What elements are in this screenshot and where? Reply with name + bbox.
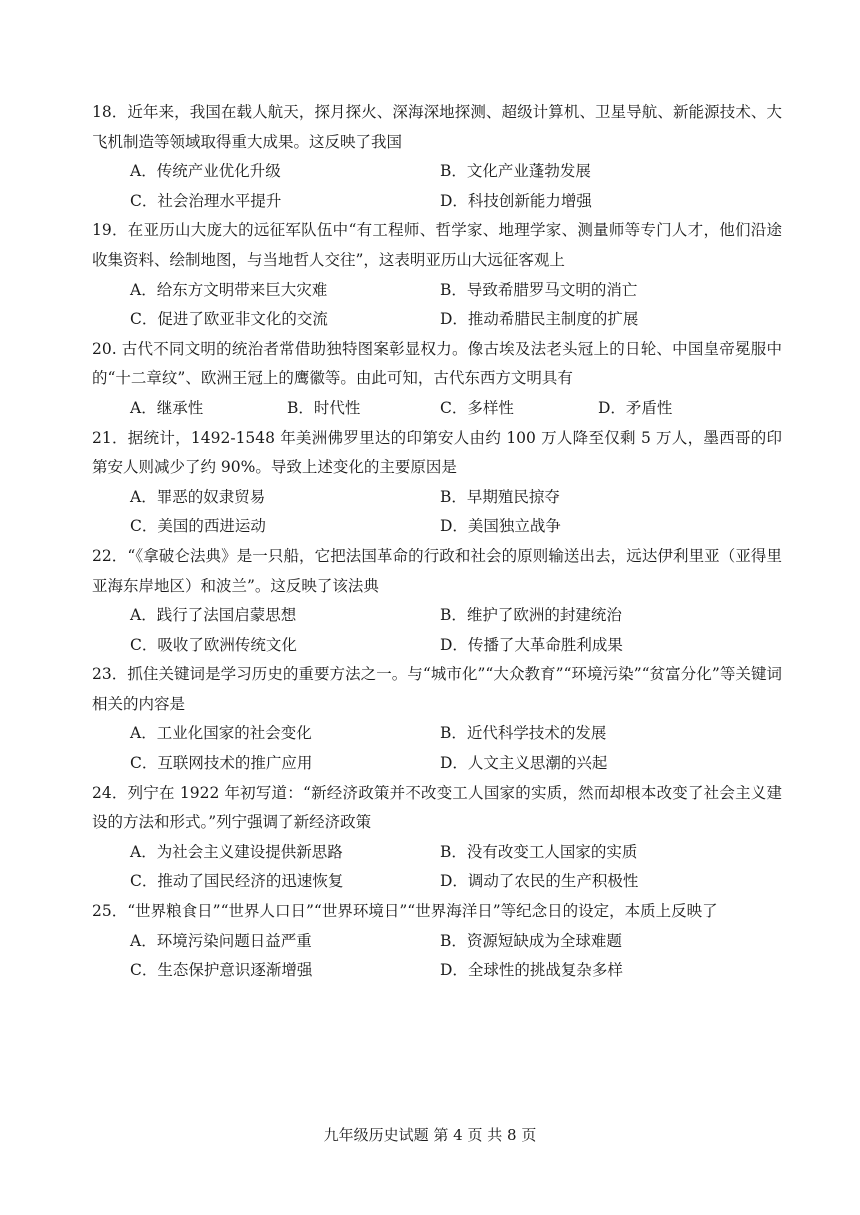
- answer-option: B．资源短缺成为全球难题: [440, 931, 622, 950]
- option-group: [92, 601, 782, 660]
- answer-option: A．为社会主义建设提供新思路: [130, 842, 343, 861]
- answer-option: C．美国的西进运动: [130, 517, 266, 536]
- question-block: [92, 216, 782, 334]
- answer-option: D．人文主义思潮的兴起: [440, 754, 608, 773]
- answer-option: A．给东方文明带来巨大灾难: [130, 280, 328, 299]
- answer-option: D．科技创新能力增强: [440, 191, 592, 210]
- option-group: [92, 927, 782, 986]
- answer-option: C．生态保护意识逐渐增强: [130, 961, 313, 980]
- question-stem: 19．在亚历山大庞大的远征军队伍中“有工程师、哲学家、地理学家、测量师等专门人才，他们沿途收集资料、绘制地图，与当地哲人交往”，这表明亚历山大远征客观上: [92, 221, 782, 269]
- answer-option: B．文化产业蓬勃发展: [440, 162, 591, 181]
- question-stem: 24．列宁在 1922 年初写道：“新经济政策并不改变工人国家的实质，然而却根本改变了社会主义建设的方法和形式。”列宁强调了新经济政策: [92, 783, 782, 832]
- question-stem: 22．“《拿破仑法典》是一只船，它把法国革命的行政和社会的原则输送出去，远达伊利里亚（亚得里亚海东岸地区）和波兰”。这反映了该法典: [92, 546, 782, 595]
- answer-option: D．美国独立战争: [440, 517, 561, 536]
- page-footer: 九年级历史试题 第 4 页 共 8 页: [323, 1126, 537, 1144]
- answer-option: A．传统产业优化升级: [130, 162, 281, 181]
- question-stem: 18．近年来，我国在载人航天，探月探火、深海深地探测、超级计算机、卫星导航、新能源技术、大飞机制造等领域取得重大成果。这反映了我国: [92, 103, 782, 151]
- answer-option: C．互联网技术的推广应用: [130, 754, 313, 773]
- question-block: [92, 660, 782, 778]
- answer-option: D．推动希腊民主制度的扩展: [440, 310, 639, 329]
- option-group: [92, 276, 782, 335]
- answer-option: B．近代科学技术的发展: [440, 724, 607, 743]
- question-block: [92, 98, 782, 216]
- answer-option: C．促进了欧亚非文化的交流: [130, 310, 328, 329]
- answer-option: B．维护了欧洲的封建统治: [440, 606, 622, 625]
- answer-option: B．早期殖民掠夺: [440, 487, 560, 506]
- answer-option: D．全球性的挑战复杂多样: [440, 961, 623, 980]
- answer-option: A．环境污染问题日益严重: [130, 931, 312, 950]
- question-block: [92, 542, 782, 660]
- answer-option: A．继承性: [130, 398, 204, 417]
- answer-option: D．矛盾性: [598, 398, 673, 417]
- option-group: [92, 838, 782, 897]
- question-stem: 20. 古代不同文明的统治者常借助独特图案彰显权力。像古埃及法老头冠上的日轮、中国皇帝冕服中的“十二章纹”、欧洲王冠上的鹰徽等。由此可知，古代东西方文明具有: [92, 339, 782, 388]
- answer-option: A．工业化国家的社会变化: [130, 724, 312, 743]
- answer-option: B．没有改变工人国家的实质: [440, 842, 638, 861]
- question-block: [92, 335, 782, 424]
- answer-option: B．时代性: [287, 398, 361, 417]
- question-block: [92, 424, 782, 542]
- answer-option: C．多样性: [440, 398, 514, 417]
- answer-option: B．导致希腊罗马文明的消亡: [440, 280, 638, 299]
- option-group: [92, 394, 782, 424]
- question-block: [92, 779, 782, 897]
- option-group: [92, 157, 782, 216]
- answer-option: D．调动了农民的生产积极性: [440, 872, 639, 891]
- answer-option: D．传播了大革命胜利成果: [440, 635, 623, 654]
- answer-option: C．社会治理水平提升: [130, 191, 282, 210]
- question-stem: 25．“世界粮食日”“世界人口日”“世界环境日”“世界海洋日”等纪念日的设定，本质上反映了: [92, 902, 718, 921]
- option-group: [92, 719, 782, 778]
- question-list: [92, 98, 782, 986]
- question-block: [92, 897, 782, 986]
- option-group: [92, 483, 782, 542]
- answer-option: C．推动了国民经济的迅速恢复: [130, 872, 344, 891]
- answer-option: C．吸收了欧洲传统文化: [130, 635, 297, 654]
- question-stem: 23．抓住关键词是学习历史的重要方法之一。与“城市化”“大众教育”“环境污染”“贫富分化”等关键词相关的内容是: [92, 665, 782, 713]
- question-stem: 21．据统计，1492-1548 年美洲佛罗里达的印第安人由约 100 万人降至仅剩 5 万人，墨西哥的印第安人则减少了约 90%。导致上述变化的主要原因是: [92, 428, 782, 477]
- answer-option: A．罪恶的奴隶贸易: [130, 487, 266, 506]
- answer-option: A．践行了法国启蒙思想: [130, 606, 297, 625]
